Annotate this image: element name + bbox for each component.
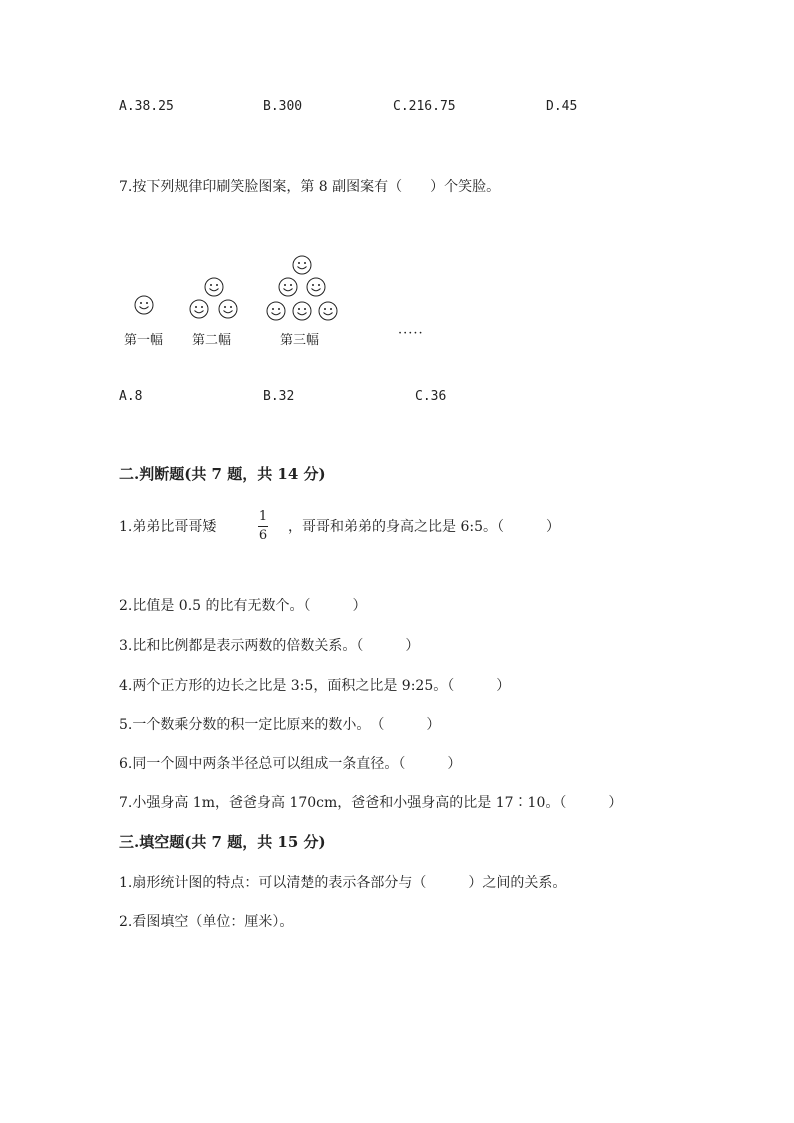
q7-question: 7.按下列规律印刷笑脸图案，第 8 副图案有（ ）个笑脸。	[119, 179, 501, 195]
judge-q4: 4.两个正方形的边长之比是 3:5，面积之比是 9:25。（ ）	[119, 678, 511, 694]
section-3-heading: 三.填空题(共 7 题，共 15 分)	[119, 833, 326, 851]
judge-q3: 3.比和比例都是表示两数的倍数关系。（ ）	[119, 638, 420, 654]
q7-option-c: C.36	[415, 389, 447, 404]
smiley-icon	[189, 299, 209, 319]
ellipsis: ·····	[398, 326, 424, 341]
q6-option-c: C.216.75	[393, 99, 456, 114]
fraction-bar	[258, 526, 268, 527]
fraction-one-sixth	[256, 510, 270, 543]
q7-option-b: B.32	[263, 389, 295, 404]
q7-option-a: A.8	[119, 389, 143, 404]
smiley-icon	[266, 301, 286, 321]
smiley-icon	[218, 299, 238, 319]
judge-q1-after: ，哥哥和弟弟的身高之比是 6:5。（ ）	[288, 519, 560, 535]
fraction-denominator: 6	[258, 528, 268, 543]
smiley-icon	[306, 277, 326, 297]
figure-label-2: 第二幅	[192, 333, 232, 348]
fill-q2: 2.看图填空（单位：厘米）。	[119, 914, 294, 930]
fraction-numerator: 1	[258, 509, 268, 524]
q6-option-a: A.38.25	[119, 99, 174, 114]
judge-q1-before: 1.弟弟比哥哥矮	[119, 519, 217, 535]
fill-q1: 1.扇形统计图的特点：可以清楚的表示各部分与（ ）之间的关系。	[119, 875, 567, 891]
q6-option-b: B.300	[263, 99, 303, 114]
figure-label-3: 第三幅	[280, 333, 320, 348]
smiley-icon	[278, 277, 298, 297]
section-2-heading: 二.判断题(共 7 题，共 14 分)	[119, 465, 326, 483]
smiley-icon	[318, 301, 338, 321]
q6-option-d: D.45	[546, 99, 578, 114]
judge-q7: 7.小强身高 1m，爸爸身高 170cm，爸爸和小强身高的比是 17∶10。（ ）	[119, 795, 623, 811]
smiley-icon	[204, 277, 224, 297]
smiley-icon	[292, 301, 312, 321]
smiley-icon	[134, 295, 154, 315]
judge-q2: 2.比值是 0.5 的比有无数个。（ ）	[119, 598, 367, 614]
judge-q5: 5.一个数乘分数的积一定比原来的数小。 （ ）	[119, 717, 441, 733]
figure-label-1: 第一幅	[124, 333, 164, 348]
smiley-icon	[292, 255, 312, 275]
judge-q6: 6.同一个圆中两条半径总可以组成一条直径。（ ）	[119, 756, 462, 772]
